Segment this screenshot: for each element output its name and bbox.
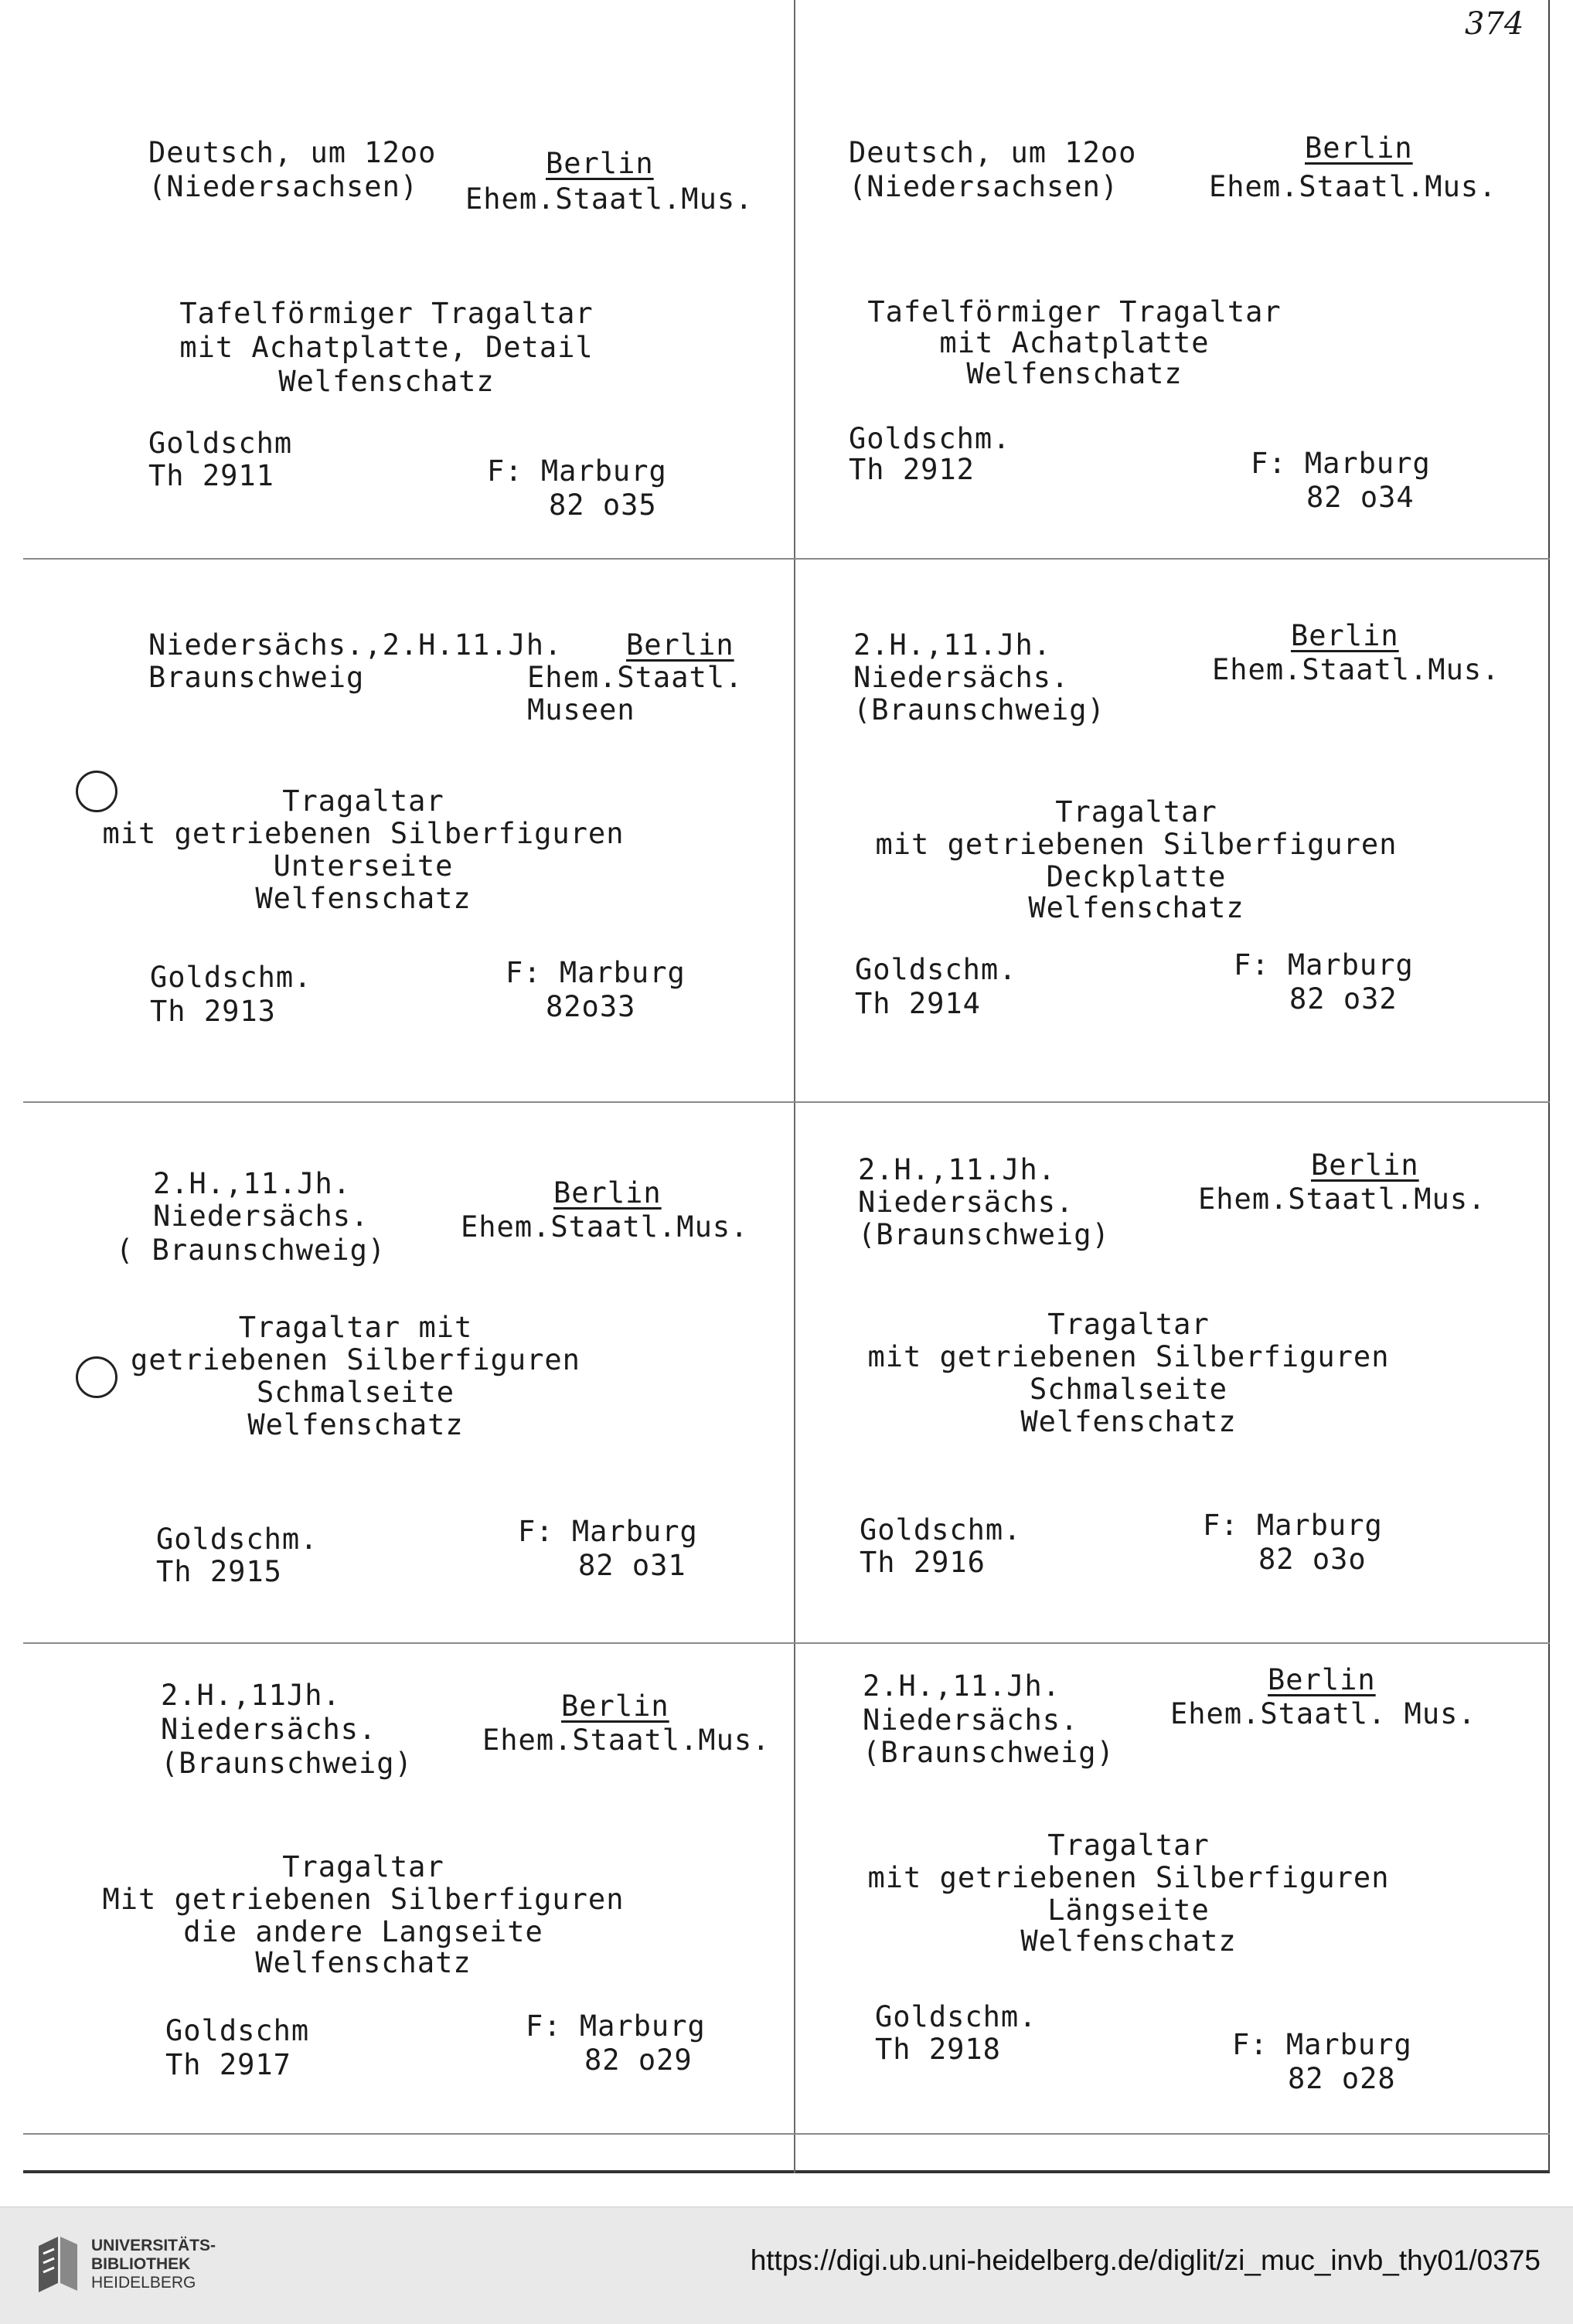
card-title-line: mit getriebenen Silberfiguren [867,1861,1390,1894]
card-place-line: ( Braunschweig) [116,1233,386,1267]
catalog-card [23,0,785,556]
card-inventory-number: Th 2913 [150,995,276,1028]
library-name-line: UNIVERSITÄTS- [91,2237,216,2254]
card-title-line: Unterseite [273,849,454,883]
card-city: Berlin [561,1689,669,1723]
card-inventory-number: Th 2917 [165,2048,291,2081]
card-photo-source: F: Marburg [506,956,686,989]
card-photo-number: 82 o3o [1258,1543,1367,1576]
card-place-line: (Braunschweig) [863,1736,1115,1769]
card-date-line: 2.H.,11.Jh. [153,1167,352,1200]
source-url-link[interactable]: https://digi.ub.uni-heidelberg.de/diglit/zi_muc_invb_thy01/0375 [750,2244,1541,2276]
card-title-line: mit getriebenen Silberfiguren [875,828,1398,861]
card-title-line: Welfenschatz [255,1946,472,1979]
card-region-line: Niedersächs. [863,1703,1079,1737]
card-title-line: Tragaltar [1047,1829,1210,1862]
card-museum: Ehem.Staatl.Mus. [482,1723,771,1757]
card-title-line: mit getriebenen Silberfiguren [867,1340,1390,1373]
card-photo-source: F: Marburg [1232,2028,1412,2061]
card-title-line: Deckplatte [1046,860,1227,893]
card-inventory-number: Th 2912 [849,453,975,486]
card-title-line: Welfenschatz [966,357,1183,390]
card-region-line: Niedersächs. [161,1713,377,1746]
card-date-line: 2.H.,11.Jh. [863,1669,1061,1703]
card-photo-source: F: Marburg [487,454,667,488]
card-photo-number: 82 o32 [1289,982,1398,1016]
card-title-line: Welfenschatz [247,1408,464,1441]
card-photo-number: 82 o34 [1306,481,1415,514]
column-divider [794,0,795,2173]
card-inventory-number: Th 2915 [156,1555,282,1588]
library-name-line: BIBLIOTHEK [91,2255,191,2273]
university-library-logo-icon [31,2230,85,2300]
card-region-line: Niedersächs. [853,661,1070,694]
card-museum: Ehem.Staatl.Mus. [1198,1182,1486,1216]
card-photo-source: F: Marburg [518,1515,698,1548]
card-photo-source: F: Marburg [1203,1509,1383,1542]
card-photo-source: F: Marburg [1234,948,1414,982]
card-city: Berlin [626,628,734,662]
library-name [91,2237,216,2292]
card-inventory-number: Th 2916 [860,1546,986,1579]
card-inventory-number: Th 2914 [855,987,981,1020]
catalog-card [796,560,1558,1100]
card-region-line: (Niedersachsen) [148,170,419,203]
card-inventory-number: Th 2918 [875,2033,1001,2066]
card-title-line: getriebenen Silberfiguren [131,1343,581,1376]
card-photo-number: 82 o29 [584,2043,693,2077]
card-region-line: (Niedersachsen) [849,170,1119,203]
card-date-line: 2.H.,11Jh. [161,1679,341,1712]
card-category: Goldschm [165,2014,310,2047]
row-divider [23,2133,1550,2135]
row-divider [23,1642,1550,1644]
card-title-line: Tragaltar mit [238,1311,473,1344]
card-title-line: Schmalseite [256,1376,455,1409]
card-photo-number: 82 o28 [1288,2062,1396,2095]
card-date-line: Deutsch, um 12oo [148,136,437,169]
card-date-line: 2.H.,11.Jh. [858,1153,1057,1186]
card-category: Goldschm [148,427,293,460]
card-category: Goldschm. [150,961,312,994]
card-date-line: 2.H.,11.Jh. [853,628,1052,662]
card-city: Berlin [1311,1148,1419,1182]
card-title-line: Tafelförmiger Tragaltar [179,297,594,330]
card-photo-number: 82 o35 [549,488,657,522]
card-city: Berlin [1305,131,1413,165]
card-city: Berlin [1291,619,1399,652]
card-date-line: Niedersächs.,2.H.11.Jh. [148,628,563,662]
row-divider [23,1101,1550,1103]
catalog-card [23,560,785,1100]
library-name-line: HEIDELBERG [91,2274,196,2292]
card-museum: Ehem.Staatl.Mus. [1209,170,1497,203]
card-city: Berlin [546,147,654,180]
card-title-line: mit getriebenen Silberfiguren [102,817,625,850]
card-museum-line2: Museen [527,693,635,726]
card-category: Goldschm. [875,2000,1037,2033]
card-category: Goldschm. [849,422,1011,455]
catalog-card [23,1104,785,1641]
card-title-line: Tragaltar [282,1850,444,1883]
card-museum: Ehem.Staatl.Mus. [461,1210,749,1244]
card-region-line: Braunschweig [148,661,365,694]
card-title-line: Welfenschatz [1020,1924,1237,1958]
card-region-line: Niedersächs. [153,1199,369,1233]
card-title-line: Welfenschatz [255,882,472,915]
footer-bar [0,2207,1573,2324]
card-city: Berlin [1268,1663,1376,1696]
card-city: Berlin [553,1176,662,1210]
card-category: Goldschm. [860,1513,1022,1546]
row-divider [23,558,1550,560]
card-museum: Ehem.Staatl.Mus. [1212,653,1500,686]
catalog-card [23,1645,785,2132]
card-photo-number: 82 o31 [578,1549,686,1582]
card-title-line: die andere Langseite [183,1915,543,1948]
card-category: Goldschm. [855,953,1017,986]
card-museum: Ehem.Staatl. Mus. [1170,1697,1476,1730]
card-date-line: Deutsch, um 12oo [849,136,1137,169]
catalog-card [796,1645,1558,2132]
card-title-line: mit Achatplatte [939,326,1210,359]
card-photo-source: F: Marburg [1251,447,1431,480]
card-title-line: Welfenschatz [1028,891,1244,924]
card-title-line: Welfenschatz [278,365,495,398]
card-place-line: (Braunschweig) [853,693,1105,726]
catalog-card [796,1104,1558,1641]
card-place-line: (Braunschweig) [858,1218,1110,1251]
card-museum: Ehem.Staatl.Mus. [465,182,754,216]
card-photo-number: 82o33 [546,990,636,1023]
card-title-line: Tafelförmiger Tragaltar [867,295,1282,328]
page-number: 374 [1465,6,1524,42]
card-title-line: Tragaltar [282,784,444,818]
card-region-line: Niedersächs. [858,1186,1074,1219]
card-title-line: Mit getriebenen Silberfiguren [102,1883,625,1916]
card-museum: Ehem.Staatl. [527,661,744,694]
catalog-card [796,0,1558,556]
card-title-line: Welfenschatz [1020,1405,1237,1438]
card-title-line: Tragaltar [1055,795,1217,829]
card-title-line: Schmalseite [1029,1373,1228,1406]
card-title-line: mit Achatplatte, Detail [179,331,594,364]
card-place-line: (Braunschweig) [161,1747,413,1780]
card-title-line: Längseite [1047,1894,1210,1927]
card-inventory-number: Th 2911 [148,459,274,492]
card-category: Goldschm. [156,1523,318,1556]
card-title-line: Tragaltar [1047,1308,1210,1341]
card-photo-source: F: Marburg [526,2009,706,2043]
